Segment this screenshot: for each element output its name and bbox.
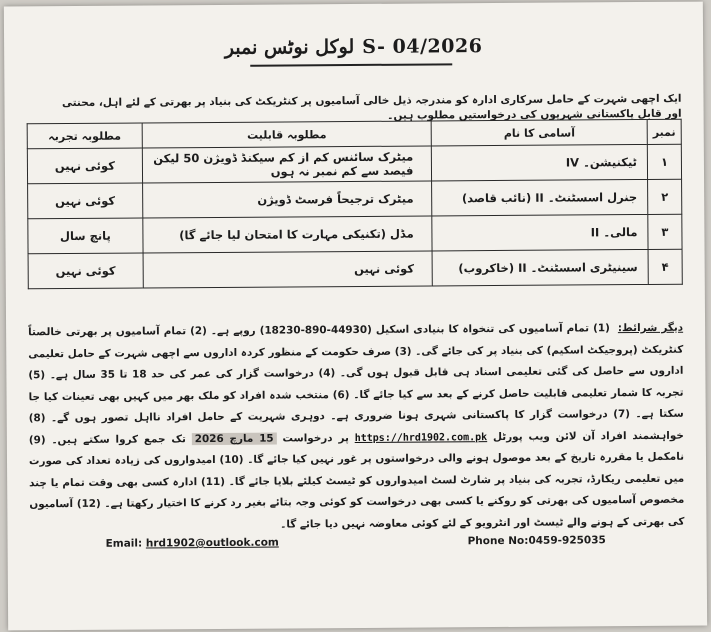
posts-table: [27, 119, 683, 290]
notice-number: S- 04/2026: [362, 35, 483, 58]
deadline-date: 15 مارچ 2026: [192, 432, 277, 445]
row-post: سینیٹری اسسٹنٹ۔ II (خاکروب): [432, 249, 648, 286]
row-post: جنرل اسسٹنٹ۔ II (نائب قاصد): [432, 179, 648, 216]
notice-title-urdu: لوکل نوٹس نمبر: [224, 36, 355, 59]
row-experience: کوئی نہیں: [28, 183, 143, 219]
row-number: ۲: [648, 179, 682, 214]
portal-link[interactable]: https://hrd1902.com.pk: [354, 431, 488, 444]
terms-text-part-2: پر درخواست: [282, 431, 349, 445]
notice-paper: [4, 2, 707, 631]
row-post: مالی۔ II: [432, 214, 648, 251]
table-row: [27, 144, 681, 184]
row-qualification: میٹرک ترجیحاً فرسٹ ڈویژن: [142, 181, 432, 218]
row-qualification: مڈل (تکنیکی مہارت کا امتحان لیا جائے گا): [143, 216, 433, 253]
phone-number: 0459-925035: [528, 534, 606, 547]
row-number: ۳: [648, 214, 682, 249]
row-number: ۴: [648, 249, 682, 284]
header-post: آسامی کا نام: [431, 119, 647, 146]
row-experience: پانچ سال: [28, 218, 143, 254]
email-address[interactable]: hrd1902@outlook.com: [145, 536, 279, 550]
terms-text-part-3: تک جمع کروا سکتے ہیں۔ (9) نامکمل یا مقررہ تاریخ کے بعد موصول ہونے والی درخواستوں پر غور نہیں کیا جائے گا۔ (10) امیدواروں کی زیادہ تعداد کی صورت میں تعلیمی ریکارڈ، تجربہ کی بنیاد پر شارٹ لسٹ امیدواروں کو ٹیسٹ کیلئے بلایا جائے گا۔ (11) ادارہ کسی بھی وقت تمام یا چند مخصوص آسامیوں کی بھرتی کو روکنے یا کسی بھی درخواست کو کوئی وجہ بتائے بغیر رد کرنے کا اختیار رکھتا ہے۔ (12) آسامیوں کی بھرتی کے ہونے والے ٹیسٹ اور انٹرویو کے لئے کوئی معاوضہ نہیں دیا جائے گا۔: [28, 432, 685, 531]
header-experience: مطلوبہ تجربہ: [27, 123, 142, 149]
row-number: ۱: [647, 144, 681, 179]
terms-text-part-1: (1) تمام آسامیوں کی تنخواہ کا بنیادی اسکیل (44930-890-18230) روپے ہے۔ (2) تمام آسامیوں پر بھرتی خالصتاً کنٹریکٹ (پروجیکٹ اسکیم) کی بنیاد پر کی جائے گی۔ (3) صرف حکومت کے منظور کردہ اداروں سے اچھی شہرت کے حامل تعلیمی اداروں سے حاصل کی گئی تعلیمی اسناد ہی قابل قبول ہوں گی۔ (4) درخواست گزار کی عمر کی حد 18 تا 35 سال ہے۔ (5) تجربہ کا شمار تعلیمی قابلیت حاصل کرنے کے بعد سے کیا جائے گا۔ (6) منتخب شدہ افراد کو ملک بھر میں کہیں بھی تعینات کیا جا سکتا ہے۔ (7) درخواست گزار کا پاکستانی شہری ہونا ضروری ہے۔ دوہری شہریت کے حامل افراد نااہل تصور ہوں گے۔ (8) خواہشمند افراد آن لائن ویب پورٹل: [28, 322, 684, 443]
header-qualification: مطلوبہ قابلیت: [142, 121, 432, 148]
intro-text: ایک اچھی شہرت کے حامل سرکاری ادارہ کو مندرجہ ذیل خالی آسامیوں پر کنٹریکٹ کی بنیاد پر بھرتی کے لئے اہل، محنتی اور قابل پاکستانی شہریوں کی درخواستیں مطلوب ہیں۔: [61, 92, 682, 122]
notice-title: [4, 34, 703, 61]
row-qualification: کوئی نہیں: [143, 251, 433, 288]
terms-paragraph: [28, 318, 684, 538]
terms-heading: دیگر شرائط:: [617, 321, 684, 335]
table-row: [28, 214, 682, 254]
table-row: [28, 249, 682, 289]
email-label: Email:: [105, 537, 143, 550]
table-row: [28, 179, 682, 219]
title-underline: [250, 63, 452, 66]
row-qualification: میٹرک سائنس کم از کم سیکنڈ ڈویژن 50 لیکن فیصد سے کم نمبر نہ ہوں: [142, 146, 432, 183]
contact-phone: [468, 534, 606, 547]
phone-label: Phone No:: [467, 534, 529, 548]
header-number: نمبر: [647, 119, 681, 144]
row-experience: کوئی نہیں: [27, 148, 142, 184]
row-experience: کوئی نہیں: [28, 253, 143, 289]
contact-email: [106, 537, 279, 550]
row-post: ٹیکنیشن۔ IV: [432, 144, 648, 181]
